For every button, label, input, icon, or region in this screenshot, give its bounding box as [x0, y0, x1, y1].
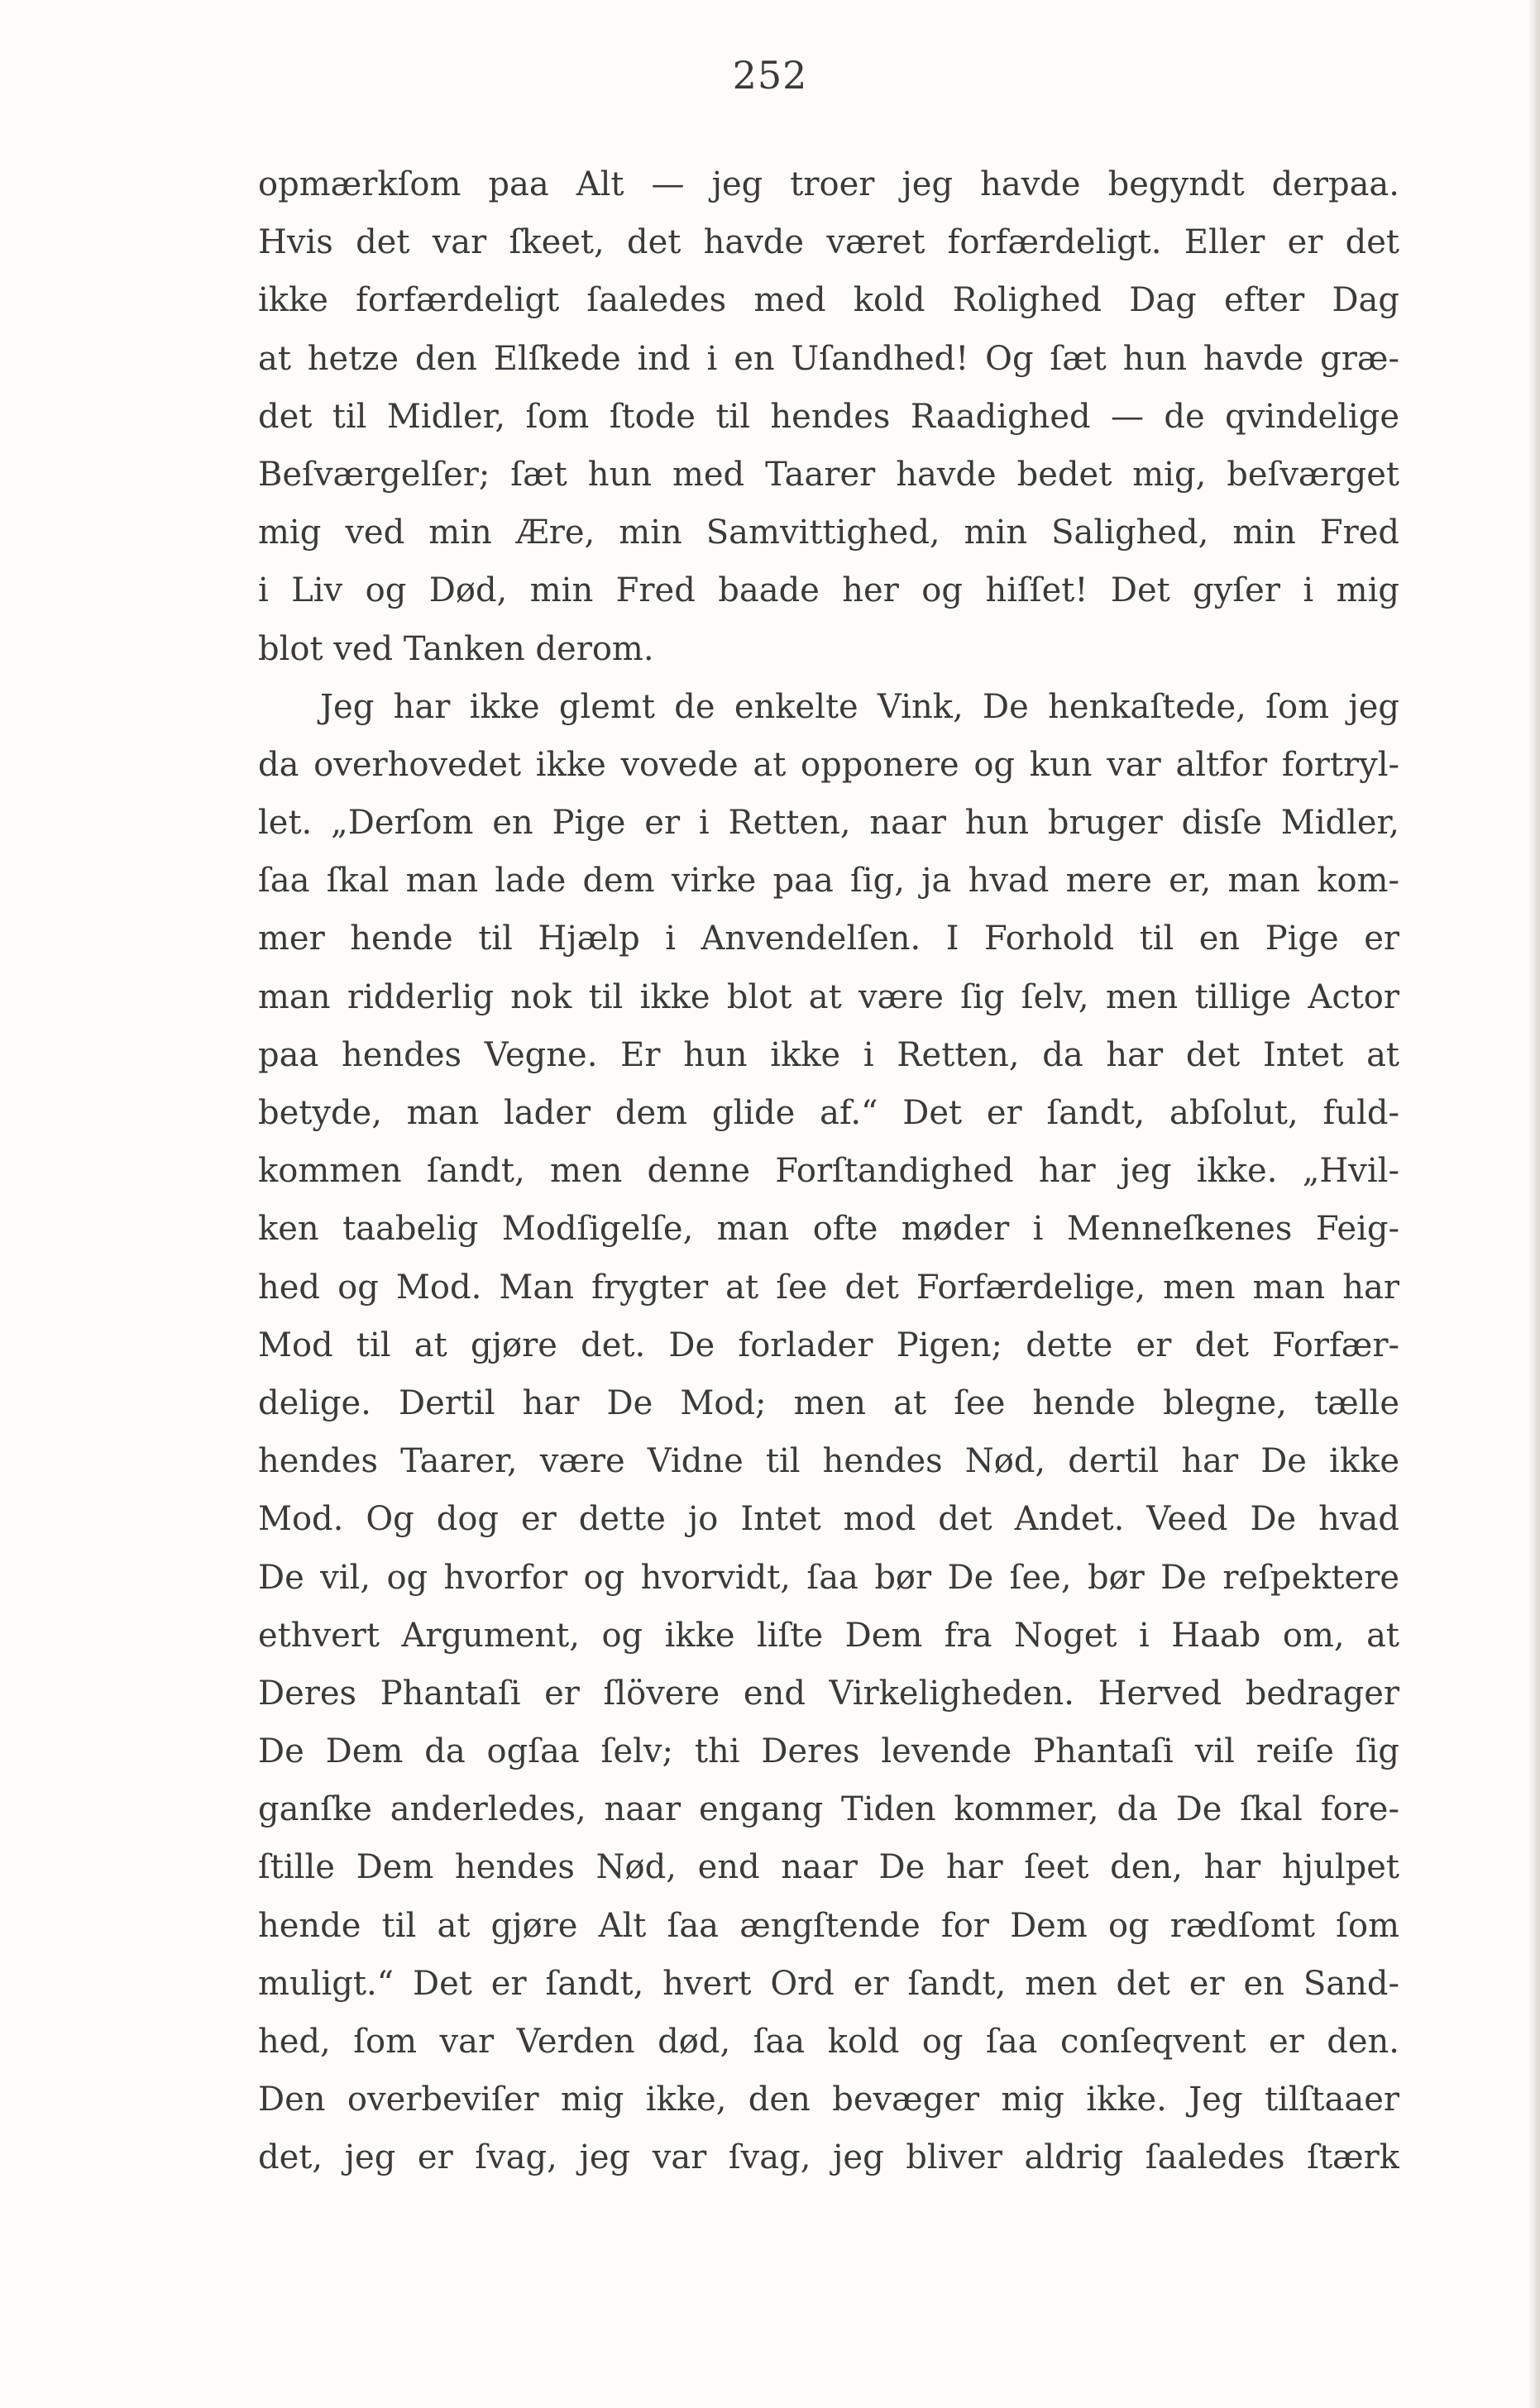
body-text — [258, 155, 1399, 2187]
text-line: Mod. Og dog er dette jo Intet mod det Andet. Veed De hvad — [258, 1500, 1399, 1539]
text-line: Jeg har ikke glemt de enkelte Vink, De henkaſtede, ſom jeg — [320, 687, 1399, 726]
text-line: ethvert Argument, og ikke liſte Dem fra Noget i Haab om, at — [258, 1616, 1399, 1655]
text-line: De Dem da ogſaa ſelv; thi Deres levende Phantaſi vil reiſe ſig — [258, 1732, 1399, 1771]
text-line: man ridderlig nok til ikke blot at være ſig ſelv, men tillige Actor — [258, 977, 1399, 1016]
text-line: hed, ſom var Verden død, ſaa kold og ſaa conſeqvent er den. — [258, 2023, 1399, 2061]
text-line: da overhovedet ikke vovede at opponere og kun var altfor fortryl- — [258, 745, 1399, 784]
text-line: Den overbeviſer mig ikke, den bevæger mig ikke. Jeg tilſtaaer — [258, 2081, 1399, 2119]
text-line: betyde, man lader dem glide af.“ Det er ſandt, abſolut, fuld- — [258, 1094, 1399, 1132]
text-line: ganſke anderledes, naar engang Tiden kommer, da De ſkal fore- — [258, 1790, 1399, 1829]
text-line: De vil, og hvorfor og hvorvidt, ſaa bør De ſee, bør De reſpektere — [258, 1558, 1399, 1597]
text-line: ken taabelig Modſigelſe, man ofte møder i Menneſkenes Feig- — [258, 1210, 1399, 1249]
text-line: det til Midler, ſom ſtode til hendes Raadighed — de qvindelige — [258, 397, 1399, 436]
page-number: 252 — [732, 53, 808, 98]
text-line: Hvis det var ſkeet, det havde været forfærdeligt. Eller er det — [258, 223, 1399, 262]
text-line: hendes Taarer, være Vidne til hendes Nød, dertil har De ikke — [258, 1442, 1399, 1481]
text-line: let. „Derſom en Pige er i Retten, naar hun bruger disſe Midler, — [258, 804, 1399, 843]
text-line: hende til at gjøre Alt ſaa ængſtende for Dem og rædſomt ſom — [258, 1906, 1399, 1945]
text-line: paa hendes Vegne. Er hun ikke i Retten, da har det Intet at — [258, 1035, 1399, 1074]
text-line: det, jeg er ſvag, jeg var ſvag, jeg bliver aldrig ſaaledes ſtærk — [258, 2138, 1399, 2177]
text-line: muligt.“ Det er ſandt, hvert Ord er ſandt, men det er en Sand- — [258, 1964, 1399, 2003]
text-line: mig ved min Ære, min Samvittighed, min Salighed, min Fred — [258, 514, 1399, 552]
text-line: kommen ſandt, men denne Forſtandighed har jeg ikke. „Hvil- — [258, 1152, 1399, 1191]
text-line: ikke forfærdeligt ſaaledes med kold Rolighed Dag efter Dag — [258, 281, 1399, 320]
text-line: at hetze den Elſkede ind i en Uſandhed! Og ſæt hun havde græ- — [258, 339, 1399, 378]
text-line: opmærkſom paa Alt — jeg troer jeg havde begyndt derpaa. — [258, 165, 1399, 203]
page-edge-shadow — [1528, 0, 1540, 2408]
text-line: ſaa ſkal man lade dem virke paa ſig, ja hvad mere er, man kom- — [258, 862, 1399, 901]
text-line: mer hende til Hjælp i Anvendelſen. I Forhold til en Pige er — [258, 920, 1399, 958]
text-line: delige. Dertil har De Mod; men at ſee hende blegne, tælle — [258, 1383, 1399, 1422]
text-line: ſtille Dem hendes Nød, end naar De har ſeet den, har hjulpet — [258, 1848, 1399, 1887]
text-line: Deres Phantaſi er ſlövere end Virkeligheden. Herved bedrager — [258, 1674, 1399, 1713]
text-line: blot ved Tanken derom. — [258, 629, 654, 668]
text-line: i Liv og Død, min Fred baade her og hiſſet! Det gyſer i mig — [258, 571, 1399, 610]
text-line: Beſværgelſer; ſæt hun med Taarer havde bedet mig, beſværget — [258, 455, 1399, 494]
text-line: hed og Mod. Man frygter at ſee det Forfærdelige, men man har — [258, 1268, 1399, 1307]
text-line: Mod til at gjøre det. De forlader Pigen; dette er det Forfær- — [258, 1326, 1399, 1364]
